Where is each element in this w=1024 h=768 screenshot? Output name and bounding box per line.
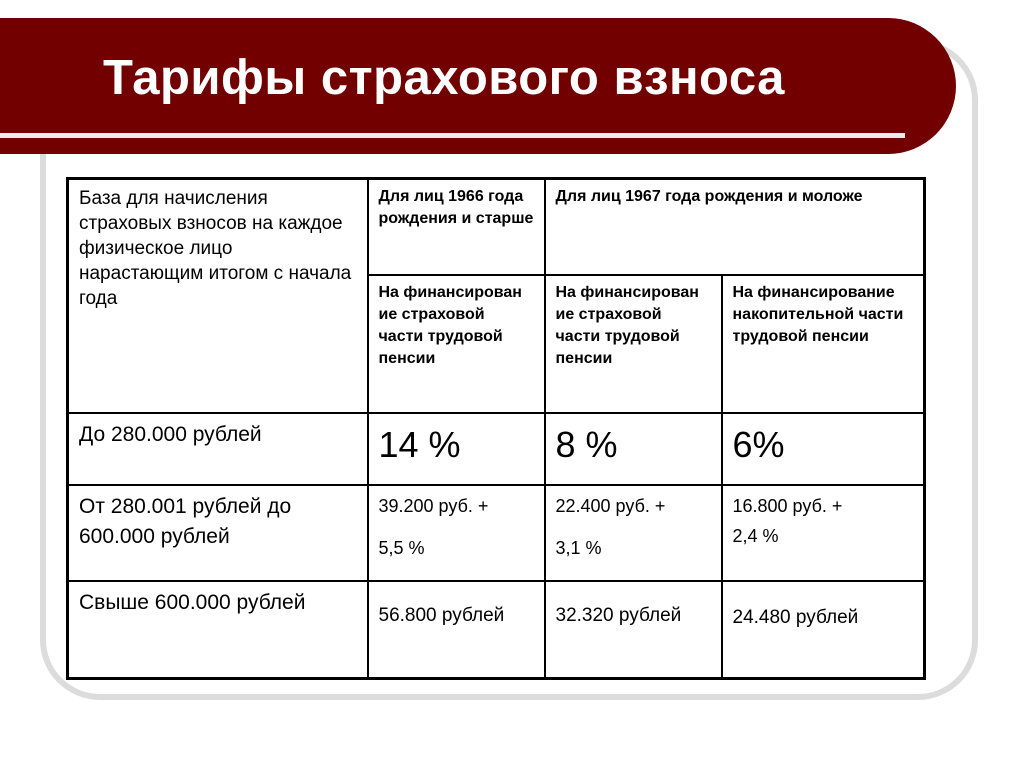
rate-cell: 14 % [368,413,545,485]
rate-cell: 24.480 рублей [722,581,925,679]
rate-amount: 39.200 руб. + [378,495,489,516]
rate-percent: 3,1 % [555,537,602,558]
table-row [68,581,925,679]
slide-title: Тарифы страхового взноса [103,51,785,105]
base-header-cell: База для начисления страховых взносов на каждое физическое лицо нарастающим итогом с начала года [68,179,368,413]
rate-cell: 8 % [545,413,722,485]
rate-amount: 16.800 руб. + [732,495,843,516]
rate-amount: 22.400 руб. + [555,495,666,516]
row-label: До 280.000 рублей [68,413,368,485]
rate-cell: 6% [722,413,925,485]
table-row [68,413,925,485]
title-underline [0,133,905,138]
rate-percent: 5,5 % [378,537,425,558]
rate-percent: 2,4 % [732,525,779,546]
group-1966-header: Для лиц 1966 года рождения и старше [368,179,545,275]
table-row [68,485,925,581]
rate-cell: 32.320 рублей [545,581,722,679]
rate-cell [722,485,925,581]
subheader-insurance-1966: На финансирован ие страховой части трудовой пенсии [368,275,545,413]
tariff-table [66,177,926,680]
subheader-insurance-1967: На финансирован ие страховой части трудовой пенсии [545,275,722,413]
row-label: Свыше 600.000 рублей [68,581,368,679]
subheader-funded-1967: На финансирование накопительной части трудовой пенсии [722,275,925,413]
rate-cell: 56.800 рублей [368,581,545,679]
rate-cell [368,485,545,581]
table-header-row [68,179,925,275]
row-label: От 280.001 рублей до 600.000 рублей [68,485,368,581]
rate-cell [545,485,722,581]
group-1967-header: Для лиц 1967 года рождения и моложе [545,179,925,275]
